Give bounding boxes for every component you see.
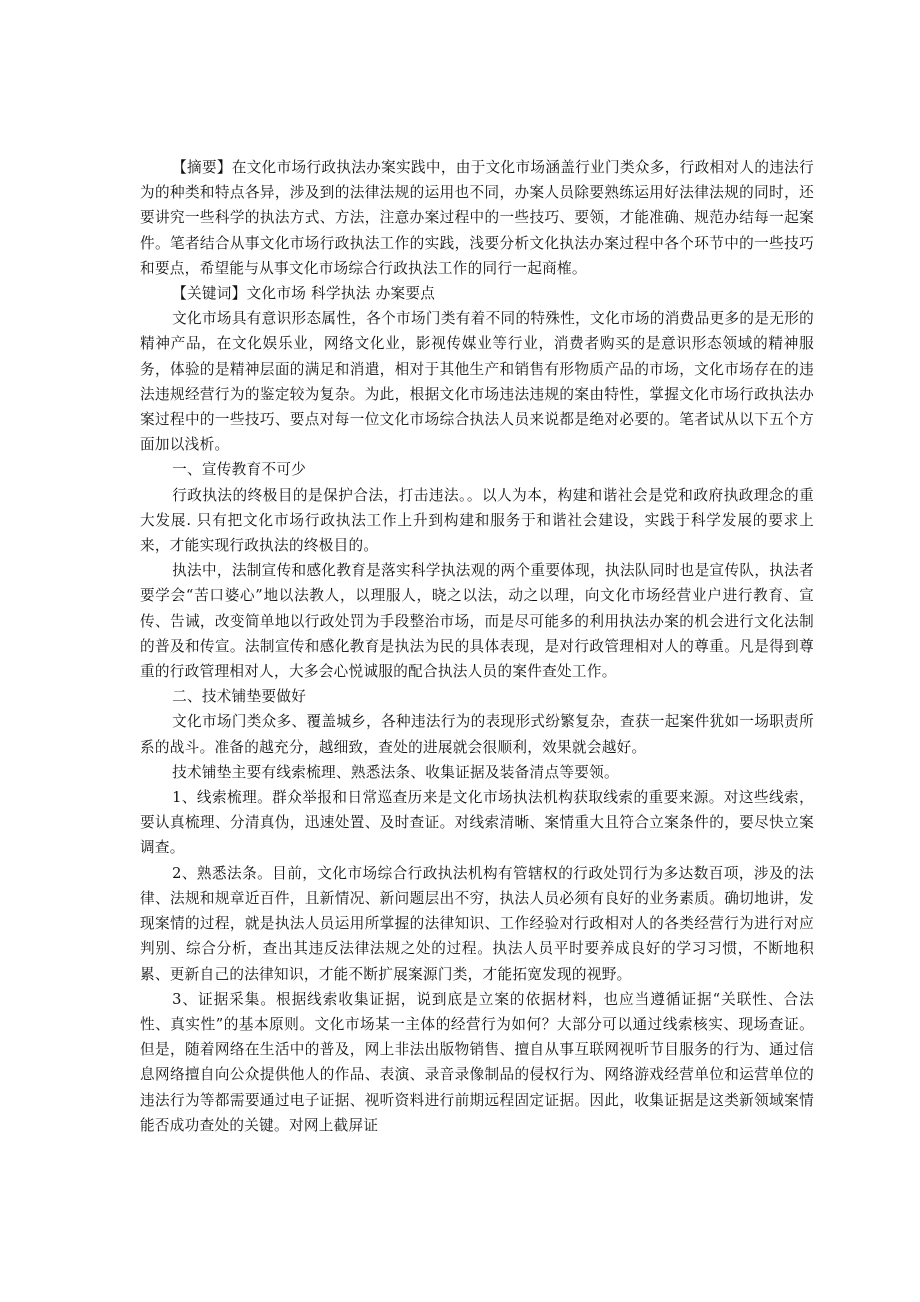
body-paragraph: 行政执法的终极目的是保护合法，打击违法。。以人为本，构建和谐社会是党和政府执政理念的重大发展. 只有把文化市场行政执法工作上升到构建和服务于和谐社会建设，实践于科学发展的要求上来，才能实现行政执法的终极目的。: [140, 486, 814, 555]
body-paragraph: 技术铺垫主要有线索梳理、熟悉法条、收集证据及装备清点等要领。: [172, 763, 619, 781]
section-heading: 二、技术铺垫要做好: [172, 688, 307, 706]
body-paragraph: 2、熟悉法条。目前，文化市场综合行政执法机构有管辖权的行政处罚行为多达数百项，涉及的法律、法规和规章近百件，且新情况、新问题层出不穷，执法人员必须有良好的业务素质。确切地讲，发现案情的过程，就是执法人员运用所掌握的法律知识、工作经验对行政相对人的各类经营行为进行对应判别、综合分析，查出其违反法律法规之处的过程。执法人员平时要养成良好的学习习惯，不断地积累、更新自己的法律知识，才能不断扩展案源门类，才能拓宽发现的视野。: [140, 864, 814, 983]
abstract-paragraph: 【摘要】在文化市场行政执法办案实践中，由于文化市场涵盖行业门类众多，行政相对人的违法行为的种类和特点各异，涉及到的法律法规的运用也不同，办案人员除要熟练运用好法律法规的同时，还要讲究一些科学的执法方式、方法，注意办案过程中的一些技巧、要领，才能准确、规范办结每一起案件。笔者结合从事文化市场行政执法工作的实践，浅要分析文化执法办案过程中各个环节中的一些技巧和要点，希望能与从事文化市场综合行政执法工作的同行一起商榷。: [140, 159, 814, 277]
body-paragraph: 1、线索梳理。群众举报和日常巡查历来是文化市场执法机构获取线索的重要来源。对这些线索，要认真梳理、分清真伪，迅速处置、及时查证。对线索清晰、案情重大且符合立案条件的，要尽快立案调查。: [140, 789, 814, 857]
body-paragraph: 3、证据采集。根据线索收集证据，说到底是立案的依据材料，也应当遵循证据“关联性、合法性、真实性”的基本原则。文化市场某一主体的经营行为如何？大部分可以通过线索核实、现场查证。但是，随着网络在生活中的普及，网上非法出版物销售、擅自从事互联网视听节目服务的行为、通过信息网络擅自向公众提供他人的作品、表演、录音录像制品的侵权行为、网络游戏经营单位和运营单位的违法行为等都需要通过电子证据、视听资料进行前期远程固定证据。因此，收集证据是这类新领域案情能否成功查处的关键。对网上截屏证: [140, 990, 814, 1134]
body-paragraph: 执法中，法制宣传和感化教育是落实科学执法观的两个重要体现，执法队同时也是宣传队，执法者要学会“苦口婆心”地以法教人，以理服人，晓之以法，动之以理，向文化市场经营业户进行教育、宣传、告诫，改变简单地以行政处罚为手段整治市场，而是尽可能多的利用执法办案的机会进行文化法制的普及和传宣。法制宣传和感化教育是执法为民的具体表现，是对行政管理相对人的尊重。凡是得到尊重的行政管理相对人，大多会心悦诚服的配合执法人员的案件查处工作。: [140, 562, 814, 681]
body-paragraph: 文化市场具有意识形态属性，各个市场门类有着不同的特殊性，文化市场的消费品更多的是无形的精神产品，在文化娱乐业，网络文化业，影视传媒业等行业，消费者购买的是意识形态领域的精神服务，体验的是精神层面的满足和消遣，相对于其他生产和销售有形物质产品的市场，文化市场存在的违法违规经营行为的鉴定较为复杂。为此，根据文化市场违法违规的案由特性，掌握文化市场行政执法办案过程中的一些技巧、要点对每一位文化市场综合执法人员来说都是绝对必要的。笔者试从以下五个方面加以浅析。: [140, 310, 814, 454]
section-heading: 一、宣传教育不可少: [172, 461, 307, 479]
body-paragraph: 文化市场门类众多、覆盖城乡，各种违法行为的表现形式纷繁复杂，查获一起案件犹如一场职责所系的战斗。准备的越充分，越细致，查处的进展就会很顺利，效果就会越好。: [140, 713, 814, 756]
keywords-paragraph: 【关键词】文化市场 科学执法 办案要点: [172, 285, 436, 303]
document-body: [140, 155, 814, 1138]
